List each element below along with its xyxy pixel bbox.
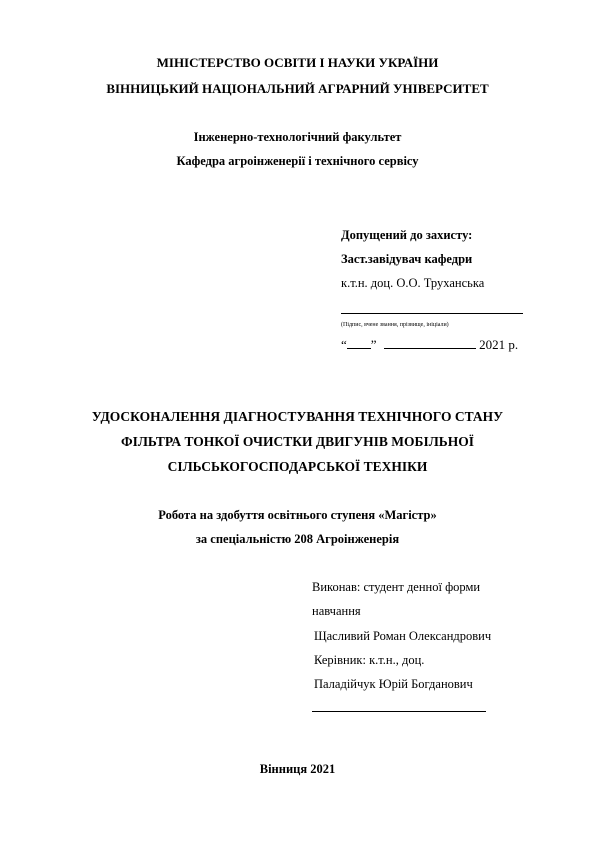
- department-heading: Кафедра агроінженерії і технічного сервісу: [176, 154, 419, 168]
- supervisor-name: Паладійчук Юрій Богданович: [314, 677, 473, 691]
- approval-date: [341, 337, 518, 353]
- performer-line-2: навчання: [312, 604, 361, 618]
- title-line-2: ФІЛЬТРА ТОНКОЇ ОЧИСТКИ ДВИГУНІВ МОБІЛЬНОЇ: [121, 434, 474, 449]
- day-blank: [347, 348, 371, 349]
- degree-line: Робота на здобуття освітнього ступеня «Магістр»: [158, 508, 437, 522]
- head-person: к.т.н. доц. О.О. Труханська: [341, 276, 485, 290]
- title-line-3: СІЛЬСЬКОГОСПОДАРСЬКОЇ ТЕХНІКИ: [167, 459, 428, 474]
- date-year: 2021 р.: [479, 337, 519, 352]
- performer-line-1: Виконав: студент денної форми: [312, 580, 481, 594]
- date-close-quote: ”: [370, 337, 377, 352]
- month-blank: [384, 348, 476, 349]
- head-position: Заст.завідувач кафедри: [341, 252, 473, 266]
- city-year: Вінниця 2021: [259, 762, 336, 776]
- ministry-heading: МІНІСТЕРСТВО ОСВІТИ І НАУКИ УКРАЇНИ: [156, 55, 439, 70]
- date-open-quote: “: [341, 337, 347, 352]
- signature-caption: (Підпис, вчене звання, прізвище, ініціали): [341, 322, 449, 328]
- faculty-heading: Інженерно-технологічний факультет: [193, 130, 402, 144]
- university-heading: ВІННИЦЬКИЙ НАЦІОНАЛЬНИЙ АГРАРНИЙ УНІВЕРСИТЕТ: [106, 81, 489, 96]
- specialty-line: за спеціальністю 208 Агроінженерія: [195, 532, 400, 546]
- student-name: Щасливий Роман Олександрович: [314, 629, 492, 643]
- title-line-1: УДОСКОНАЛЕННЯ ДІАГНОСТУВАННЯ ТЕХНІЧНОГО СТАНУ: [91, 409, 504, 424]
- admitted-label: Допущений до захисту:: [341, 228, 473, 242]
- supervisor-label: Керівник: к.т.н., доц.: [314, 653, 425, 667]
- supervisor-signature-line: [312, 711, 486, 712]
- signature-line: [341, 313, 523, 314]
